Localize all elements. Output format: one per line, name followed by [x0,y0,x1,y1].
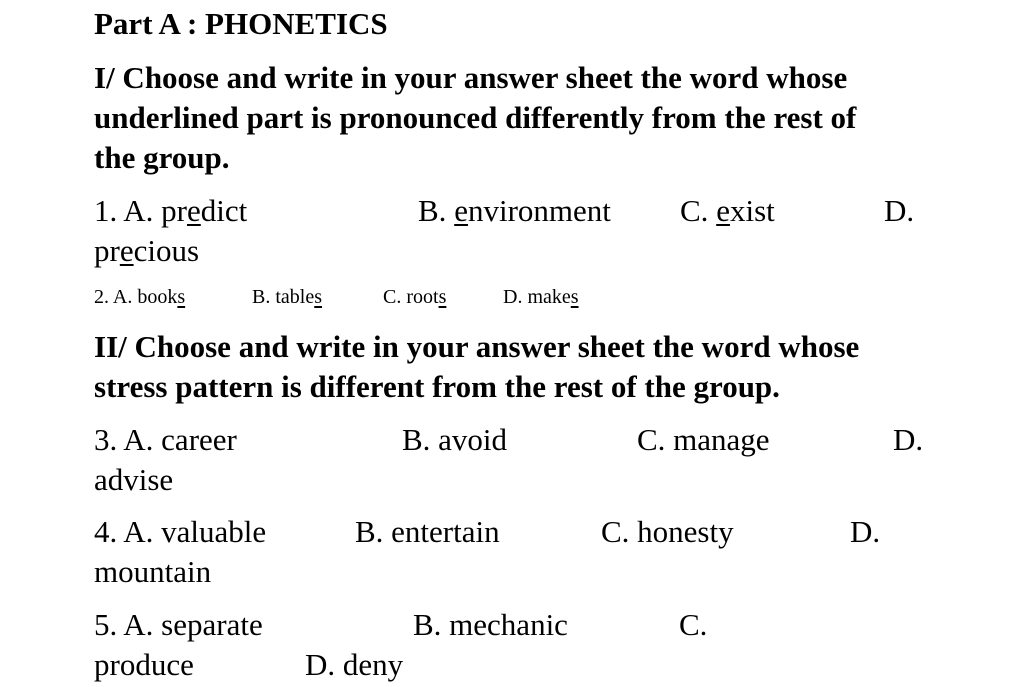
q1-option-d-word: precious [94,233,200,268]
q5-option-d: D. deny [305,647,404,682]
q1-option-a: 1. A. predict [94,193,248,228]
section1-instruction-line3: the group. [94,140,230,175]
q4-option-d-label: D. [850,514,881,549]
q3-option-b: B. avoid [402,422,508,457]
q4-option-d-word: mountain [94,554,212,589]
underlined-letter: s [570,286,579,308]
q4-option-a: 4. A. valuable [94,514,267,549]
q5-option-c-label: C. [679,607,708,642]
underlined-letter: e [454,193,468,228]
q2-option-d: D. makes [503,286,579,308]
q5-option-c-word: produce [94,647,194,682]
q1-option-c: C. exist [680,193,775,228]
q2-option-c: C. roots [383,286,447,308]
section2-instruction-line1: II/ Choose and write in your answer sheet the word whose [94,329,860,364]
q3-option-d-label: D. [893,422,924,457]
q4-option-c: C. honesty [601,514,734,549]
section1-instruction-line1: I/ Choose and write in your answer sheet the word whose [94,60,848,95]
underlined-letter: s [438,286,447,308]
q3-option-c: C. manage [637,422,770,457]
underlined-letter: e [716,193,730,228]
q4-option-b: B. entertain [355,514,500,549]
q3-option-a: 3. A. career [94,422,237,457]
q1-option-d-label: D. [884,193,915,228]
section1-instruction-line2: underlined part is pronounced differently from the rest of [94,100,857,135]
section2-instruction-line2: stress pattern is different from the rest of the group. [94,369,780,404]
underlined-letter: e [119,233,134,268]
underlined-letter: e [187,193,201,228]
q1-option-b: B. environment [418,193,611,228]
underlined-letter: s [177,286,186,308]
q5-option-b: B. mechanic [413,607,568,642]
underlined-letter: s [314,286,323,308]
q5-option-a: 5. A. separate [94,607,263,642]
q2-option-a: 2. A. books [94,286,186,308]
q2-option-b: B. tables [252,286,323,308]
q3-option-d-word: advise [94,462,174,497]
part-title: Part A : PHONETICS [94,6,388,41]
